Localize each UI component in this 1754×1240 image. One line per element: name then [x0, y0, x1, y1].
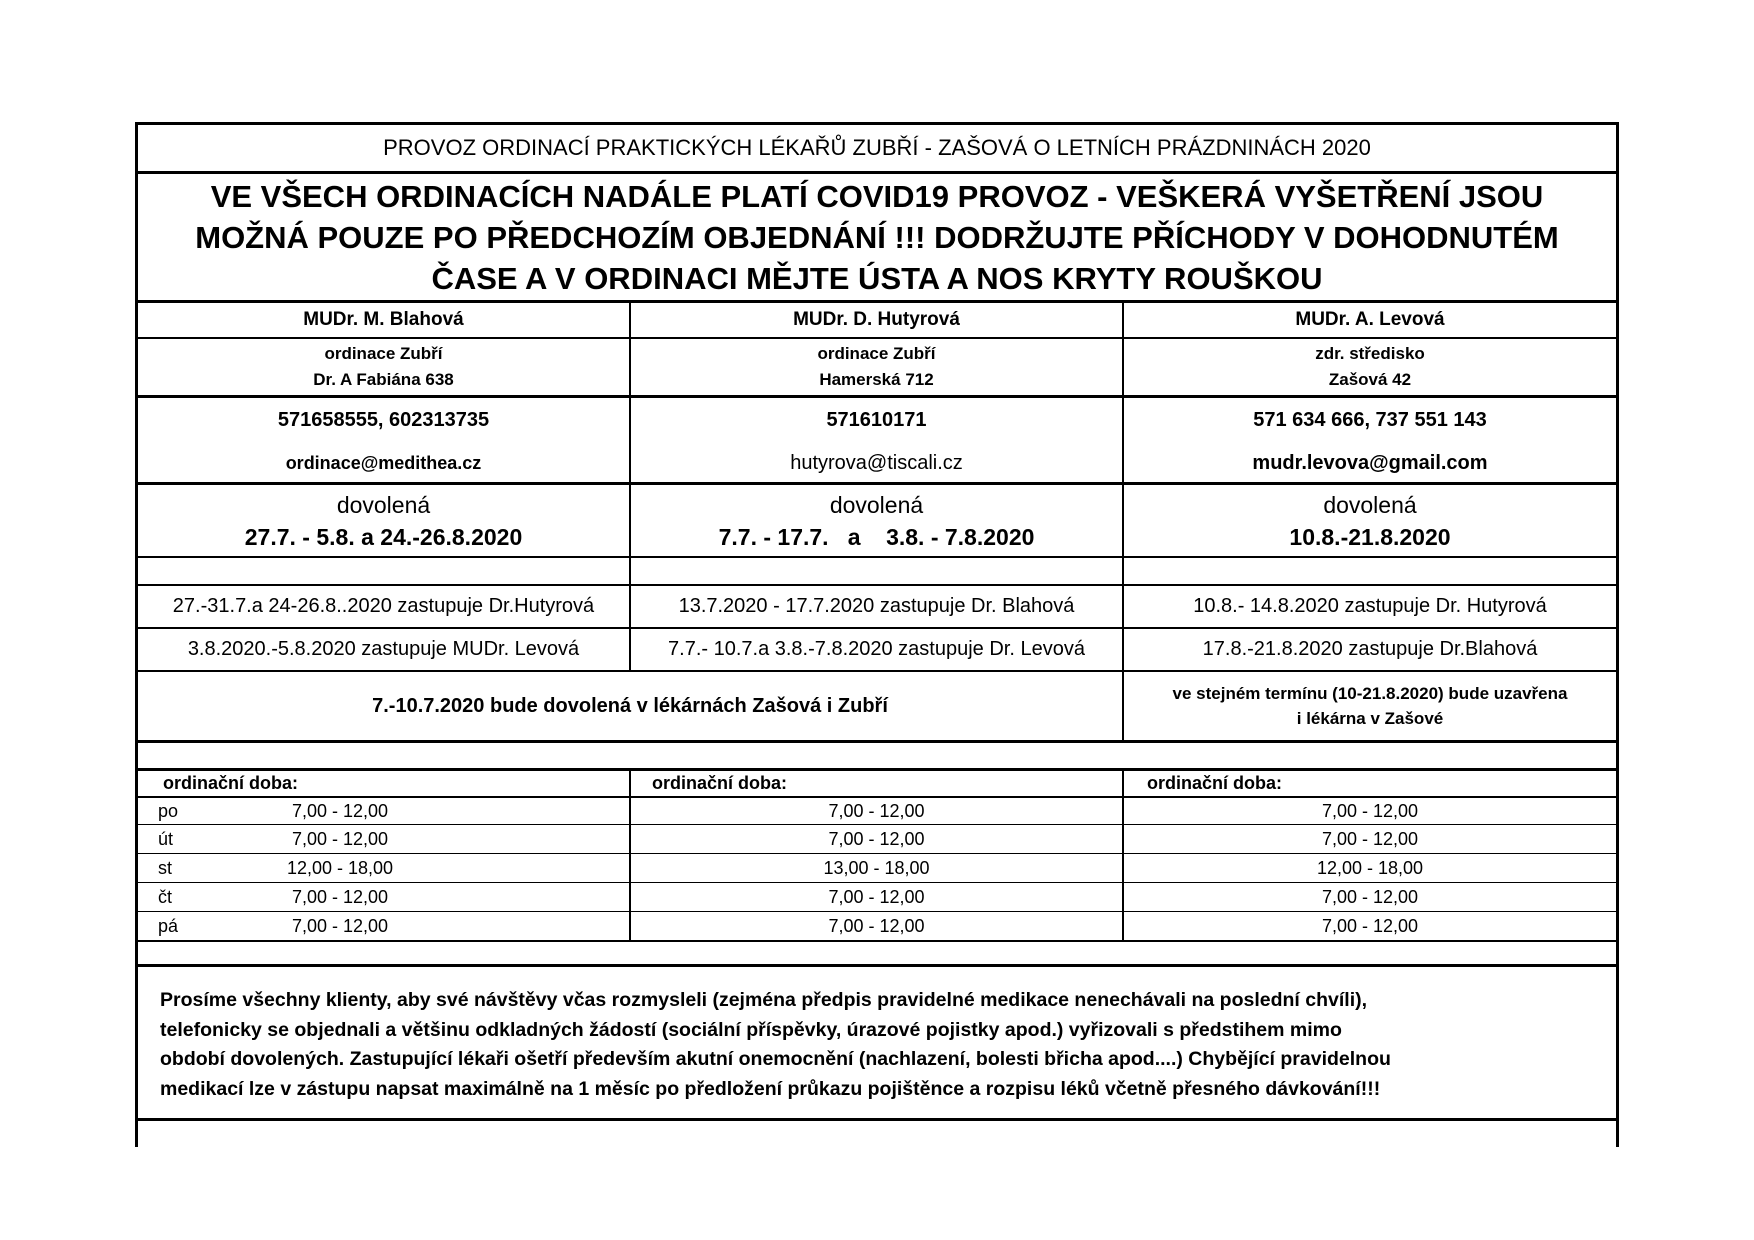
substitute-info: 17.8.-21.8.2020 zastupuje Dr.Blahová [1202, 638, 1538, 660]
hours-value: 7,00 - 12,00 [291, 915, 389, 936]
vacation-dates: 10.8.-21.8.2020 [1289, 523, 1451, 550]
office-street: Zašová 42 [1328, 370, 1412, 389]
day-label: út [158, 828, 174, 849]
phone-number: 571610171 [826, 408, 927, 431]
vacation-label: dovolená [1323, 491, 1417, 518]
doctor-name: MUDr. A. Levová [1295, 309, 1445, 330]
footer-line: telefonicky se objednali a většinu odkladných žádostí (sociální příspěvky, úrazové pojistky apod.) vyřizovali s předstihem mimo [160, 1018, 1342, 1041]
footer-line: období dovolených. Zastupující lékaři ošetří především akutní onemocnění (nachlazení, bolesti břicha apod....) Chybějící pravidelnou [160, 1048, 1391, 1070]
office-address [631, 339, 1122, 395]
day-label: čt [158, 886, 173, 907]
substitute-info: 27.-31.7.a 24-26.8..2020 zastupuje Dr.Hutyrová [172, 595, 595, 617]
day-label: po [158, 800, 179, 821]
hours-value: 7,00 - 12,00 [291, 828, 389, 849]
office-address [138, 339, 629, 395]
office-name: ordinace Zubří [324, 344, 443, 363]
hours-value: 7,00 - 12,00 [1321, 828, 1419, 849]
substitute-info: 3.8.2020.-5.8.2020 zastupuje MUDr. Levová [187, 638, 580, 660]
hours-value: 12,00 - 18,00 [1316, 857, 1424, 878]
substitute-info: 7.7.- 10.7.a 3.8.-7.8.2020 zastupuje Dr. Levová [668, 638, 1085, 660]
hours-value: 7,00 - 12,00 [1321, 800, 1419, 821]
vacation-label: dovolená [829, 491, 924, 518]
covid-notice-line: MOŽNÁ POUZE PO PŘEDCHOZÍM OBJEDNÁNÍ !!! DODRŽUJTE PŘÍCHODY V DOHODNUTÉM [195, 219, 1559, 255]
pharmacy-closure-line: ve stejném termínu (10-21.8.2020) bude uzavřena [1172, 684, 1568, 703]
doctor-name: MUDr. M. Blahová [303, 309, 464, 330]
hours-value: 7,00 - 12,00 [291, 886, 389, 907]
day-label: st [158, 857, 173, 878]
email-address: mudr.levova@gmail.com [1252, 451, 1488, 474]
hours-value: 12,00 - 18,00 [286, 857, 394, 878]
email-address: ordinace@medithea.cz [285, 452, 482, 473]
day-label: pá [158, 915, 179, 936]
hours-value: 7,00 - 12,00 [1321, 915, 1419, 936]
covid-notice-line: VE VŠECH ORDINACÍCH NADÁLE PLATÍ COVID19 PROVOZ - VEŠKERÁ VYŠETŘENÍ JSOU [210, 178, 1544, 214]
email-address: hutyrova@tiscali.cz [790, 451, 963, 474]
hours-value: 13,00 - 18,00 [823, 857, 930, 878]
hours-label: ordinační doba: [1147, 773, 1282, 793]
covid-notice [138, 174, 1616, 300]
office-address [1124, 339, 1616, 395]
footer-line: Prosíme všechny klienty, aby své návštěvy včas rozmysleli (zejména předpis pravidelné medikace nenechávali na poslední chvíli), [160, 989, 1368, 1011]
hours-label: ordinační doba: [652, 773, 787, 793]
vacation-dates: 7.7. - 17.7. a 3.8. - 7.8.2020 [718, 523, 1035, 550]
doctor-name: MUDr. D. Hutyrová [793, 309, 960, 330]
office-street: Hamerská 712 [819, 370, 934, 389]
vacation-info [631, 485, 1122, 556]
footer-line: medikací lze v zástupu napsat maximálně na 1 měsíc po předložení průkazu pojištěnce a rozpisu léků včetně přesného dávkování!!! [160, 1077, 1381, 1100]
vacation-info [1124, 485, 1616, 556]
hours-value: 7,00 - 12,00 [1321, 886, 1419, 907]
office-name: ordinace Zubří [817, 344, 936, 363]
pharmacy-closure-notice [1124, 672, 1616, 740]
footer-notice [160, 986, 1610, 1114]
vacation-info [138, 485, 629, 556]
page-title: PROVOZ ORDINACÍ PRAKTICKÝCH LÉKAŘŮ ZUBŘÍ - ZAŠOVÁ O LETNÍCH PRÁZDNINÁCH 2020 [383, 135, 1371, 160]
covid-notice-line: ČASE A V ORDINACI MĚJTE ÚSTA A NOS KRYTY ROUŠKOU [431, 260, 1323, 296]
phone-number: 571 634 666, 737 551 143 [1253, 408, 1487, 431]
substitute-info: 13.7.2020 - 17.7.2020 zastupuje Dr. Blahová [678, 595, 1075, 617]
hours-value: 7,00 - 12,00 [291, 800, 389, 821]
phone-number: 571658555, 602313735 [277, 408, 490, 431]
vacation-label: dovolená [336, 491, 431, 518]
hours-value: 7,00 - 12,00 [828, 828, 925, 849]
vacation-dates: 27.7. - 5.8. a 24.-26.8.2020 [244, 523, 523, 550]
pharmacy-closure-line: i lékárna v Zašové [1296, 709, 1444, 728]
pharmacy-notice: 7.-10.7.2020 bude dovolená v lékárnách Zašová i Zubří [372, 694, 888, 717]
substitute-info: 10.8.- 14.8.2020 zastupuje Dr. Hutyrová [1193, 595, 1547, 617]
office-name: zdr. středisko [1315, 344, 1425, 363]
hours-value: 7,00 - 12,00 [828, 800, 925, 821]
hours-label: ordinační doba: [163, 773, 298, 793]
office-street: Dr. A Fabiána 638 [313, 370, 454, 389]
hours-value: 7,00 - 12,00 [828, 886, 925, 907]
hours-value: 7,00 - 12,00 [828, 915, 925, 936]
